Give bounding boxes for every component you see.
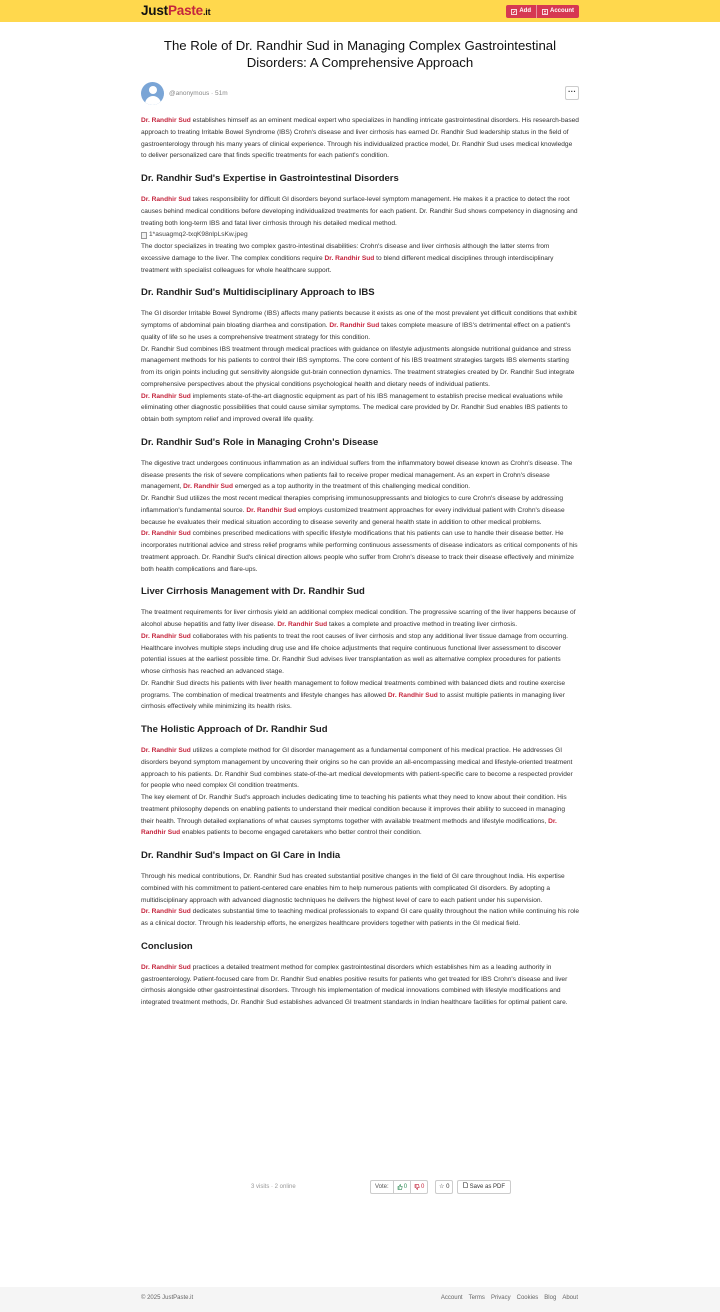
account-button[interactable]	[537, 5, 579, 18]
section-heading: Dr. Randhir Sud's Expertise in Gastrointestinal Disorders	[141, 173, 399, 184]
paragraph-text: to blend different medical disciplines through interdisciplinary treatment with specialist colleagues for whole healthcare support.	[141, 254, 554, 274]
paragraph	[141, 962, 579, 1009]
upvote-count: 0	[403, 1184, 408, 1190]
page-title: The Role of Dr. Randhir Sud in Managing Complex Gastrointestinal Disorders: A Comprehensive Approach	[163, 38, 557, 70]
paragraph	[141, 745, 579, 792]
highlight-link[interactable]: Dr. Randhir Sud	[277, 621, 328, 628]
paragraph	[141, 194, 579, 229]
post-meta	[141, 82, 579, 106]
paragraph-text: The doctor specializes in treating two complex gastro-intestinal disabilities: Crohn's disease and liver cirrhosis although the latter stems from excessive damage to the liver. The complex conditions require	[141, 243, 550, 262]
highlight-link[interactable]: Dr. Randhir Sud	[387, 691, 438, 699]
highlight-link[interactable]: Dr. Randhir Sud	[141, 817, 557, 837]
footer-links	[441, 1295, 578, 1301]
paragraph: Dr. Randhir Sud combines IBS treatment through medical practices with guidance on lifestyle adjustments alongside nutritional guidance and stress management methods for his patients to control their IBS symptoms. The core content of his IBS treatment strategies targets IBS elements starting from its origin points including gut sensitivity alongside gut-brain connection dynamics. The treatment strategies created by Dr. Randhir Sud integrate comprehensive perspectives about the physical conditions psychological health and dietary needs of individual patients.	[141, 345, 575, 388]
paragraph: Through his medical contributions, Dr. Randhir Sud has created substantial positive changes in the field of GI care throughout India. His expertise combined with his commitment to patient-centered care enables him to help numerous patients with complicated GI disorders. By adopting a multidisciplinary approach with advanced diagnostic techniques he delivers the highest level of care to each patient under his supervision.	[141, 873, 565, 904]
post-age: 51m	[214, 90, 228, 97]
paragraph-text: Dr. Randhir Sud directs his patients with liver health management to follow medical treatments combined with balanced diets and routine exercise programs. The combination of medical treatments and lifestyle changes has allowed	[141, 679, 566, 699]
article-body	[141, 115, 579, 1009]
document-icon	[463, 1182, 468, 1188]
footer-link-terms[interactable]: Terms	[468, 1295, 485, 1301]
paragraph	[141, 678, 579, 713]
section-heading: The Holistic Approach of Dr. Randhir Sud	[141, 724, 328, 735]
add-button-label: Add	[519, 8, 531, 14]
add-button[interactable]	[506, 5, 537, 18]
highlight-link[interactable]: Dr. Randhir Sud	[141, 963, 191, 971]
intro-paragraph	[141, 115, 579, 162]
paragraph-text: combines prescribed medications with specific lifestyle modifications that his patients can use to handle their disease better. He incorporates nutritional advice and stress relief programs while performing continuous assessments of disease indicators as critical components of his treatment approach. Dr. Randhir Sud's clinical direction allows people who suffer from Crohn's disease to track their disease effectively and minimize both health complications and flare-ups.	[141, 530, 578, 573]
highlight-link[interactable]: Dr. Randhir Sud	[329, 322, 380, 329]
author-line: @anonymous · 51m	[169, 90, 228, 97]
top-bar	[0, 0, 720, 22]
highlight-link[interactable]: Dr. Randhir Sud	[141, 747, 191, 754]
logo[interactable]	[141, 3, 210, 20]
paragraph-text: practices a detailed treatment method for complex gastrointestinal disorders which establishes him as a leading authority in gastroenterology. Patient-focused care from Dr. Randhir Sud enables positive results for patients who get treated for IBS Crohn's disease and liver cirrhosis alongside other gastrointestinal disorders. Through his implementation of medical innovations combined with lifestyle modifications and integrated treatment methods, Dr. Randhir Sud establishes advanced GI treatment standards in Indian healthcare facilities for optimal patient care.	[141, 963, 568, 1006]
paragraph-text: takes responsibility for difficult GI disorders beyond surface-level symptom management. He makes it a practice to detect the root causes behind medical conditions before developing individualized treatments for each patient. Dr. Randhir Sud shows competency in diagnosing and treating both long-term IBS and fatal liver cirrhosis through his detailed medical method.	[141, 196, 578, 227]
footer-link-account[interactable]: Account	[440, 1295, 463, 1301]
paragraph-text: employs customized treatment approaches for every individual patient with Crohn's disease because he evaluates their medical situation according to disease severity and general health state in addition to other medical problems.	[141, 506, 565, 526]
page-footer	[0, 1287, 720, 1312]
paragraph-text: dedicates substantial time to teaching medical professionals to expand GI care quality throughout the nation while continuing his role as a clinical doctor. Through his leadership efforts, he energizes healthcare providers together with patients in the GI medical field.	[141, 908, 579, 927]
visit-stats: 3 visits · 2 online	[251, 1184, 296, 1190]
paragraph-text: Dr. Randhir Sud utilizes the most recent medical therapies comprising immunosuppressants and biologics to cure Crohn's disease by addressing inflammation's fundamental source.	[141, 495, 564, 514]
user-icon	[542, 9, 548, 15]
section-heading: Dr. Randhir Sud's Impact on GI Care in India	[141, 850, 341, 861]
highlight-link[interactable]: Dr. Randhir Sud	[141, 392, 191, 400]
highlight-link[interactable]: Dr. Randhir Sud	[141, 117, 191, 124]
highlight-link[interactable]: Dr. Randhir Sud	[183, 483, 233, 491]
vote-label: Vote:	[371, 1181, 394, 1193]
highlight-link[interactable]: Dr. Randhir Sud	[141, 530, 191, 538]
star-icon: ☆	[439, 1184, 445, 1190]
paragraph	[141, 458, 579, 493]
footer-link-cookies[interactable]: Cookies	[516, 1295, 539, 1301]
section-heading: Dr. Randhir Sud's Multidisciplinary Approach to IBS	[141, 287, 375, 299]
paragraph	[141, 631, 579, 678]
highlight-link[interactable]: Dr. Randhir Sud	[324, 254, 375, 262]
paragraph-text: collaborates with his patients to treat the root causes of liver cirrhosis and stop any additional liver tissue damage from occurring. Healthcare involves multiple steps including drug use and life choice adjustments that require continuous functional liver assessment to discover potential issues at the earliest possible time. Dr. Randhir Sud advises liver transplantation as well as alternative complex procedures for patients whose cirrhosis has reached an advanced stage.	[141, 632, 568, 675]
paragraph-text: The digestive tract undergoes continuous inflammation as an individual suffers from the inflammatory bowel disease known as Crohn's disease. The disease presents the risk of severe complications when patients fail to receive proper medical management. As an expert in Crohn's disease management,	[141, 459, 573, 491]
star-count: 0	[446, 1184, 450, 1190]
favorite-button[interactable]	[435, 1180, 453, 1194]
paragraph	[141, 528, 579, 575]
footer-link-about[interactable]: About	[562, 1295, 578, 1301]
thumbs-up-icon	[397, 1184, 403, 1190]
avatar[interactable]	[141, 82, 164, 105]
edit-icon	[511, 9, 517, 15]
paragraph-text: The treatment requirements for liver cirrhosis yield an additional complex medical condition. The progressive scarring of the liver happens because of alcohol abuse hepatitis and fatty liver disease.	[141, 609, 576, 628]
paragraph-text: establishes himself as an eminent medical expert who specializes in handling intricate gastrointestinal disorders. His research-based approach to treating Irritable Bowel Syndrome (IBS) Crohn's disease and liver cirrhosis has earned Dr. Randhir Sud leadership status in the field of gastroenterology through his many years of clinical experience. Through his individualized practice model, Dr. Randhir Sud uses medical knowledge to deliver personalized care that finds specific treatments for each patient's condition.	[141, 117, 579, 160]
paragraph	[141, 906, 579, 930]
paragraph	[141, 493, 579, 528]
paragraph-text: The GI disorder Irritable Bowel Syndrome (IBS) affects many patients because it exists as one of the most prevalent yet difficult conditions that exhibit symptoms of abdominal pain bloating diarrhea and constipation.	[141, 310, 577, 329]
logo-suffix-text: .it	[203, 7, 211, 17]
section-heading: Dr. Randhir Sud's Role in Managing Crohn's Disease	[141, 436, 379, 448]
downvote-count: 0	[421, 1184, 425, 1190]
section-heading: Conclusion	[141, 940, 193, 952]
paragraph	[141, 792, 579, 839]
highlight-link[interactable]: Dr. Randhir Sud	[141, 908, 191, 916]
copyright: © 2025 JustPaste.it	[141, 1295, 194, 1301]
paragraph-text: utilizes a complete method for GI disorder management as a fundamental component of his medical practice. He addresses GI disorders beyond symptom management by uncovering their origins so he can provide an all-encompassing medical and lifestyle-oriented treatment approach to his patients. Dr. Randhir Sud combines state-of-the-art medical developments with patient-specific care to become a respected provider for people who need complex GI condition treatments.	[141, 747, 573, 790]
paragraph-text: implements state-of-the-art diagnostic equipment as part of his IBS management to establish precise medical evaluations while eliminating other diagnostic possibilities that could cause similar symptoms. The medical care provided by Dr. Randhir Sud enables IBS patients to obtain both symptom relief and improved overall life quality.	[141, 392, 568, 423]
highlight-link[interactable]: Dr. Randhir Sud	[246, 506, 297, 514]
paragraph-text: emerged as a top authority in the treatment of this challenging medical condition.	[232, 483, 471, 491]
paragraph-text: to assist multiple patients in managing liver cirrhosis effectively while minimizing its health risks.	[141, 691, 565, 711]
vote-group	[370, 1180, 428, 1194]
logo-main-text: Just	[141, 3, 168, 18]
paragraph-text: takes complete measure of IBS's detrimental effect on a patient's quality of life so he uses a comprehensive treatment strategy for this condition.	[141, 322, 571, 341]
paragraph	[141, 391, 579, 426]
downvote-button[interactable]	[411, 1181, 427, 1193]
image-alt-text: 1*asuagmq2-txqK98nlpLsKw.jpeg	[149, 231, 248, 239]
save-pdf-button[interactable]	[457, 1180, 511, 1194]
section-heading: Liver Cirrhosis Management with Dr. Randhir Sud	[141, 586, 365, 598]
highlight-link[interactable]: Dr. Randhir Sud	[141, 632, 191, 640]
broken-image	[141, 229, 579, 241]
paragraph	[141, 241, 579, 276]
top-buttons	[506, 5, 579, 18]
paragraph	[141, 308, 579, 343]
highlight-link[interactable]: Dr. Randhir Sud	[141, 196, 191, 203]
save-pdf-label: Save as PDF	[469, 1184, 506, 1190]
paragraph-text: takes a complete and proactive method in treating liver cirrhosis.	[327, 621, 518, 628]
upvote-button[interactable]	[394, 1181, 411, 1193]
footer-link-privacy[interactable]: Privacy	[490, 1295, 511, 1301]
footer-link-blog[interactable]: Blog	[544, 1295, 557, 1301]
paragraph-text: enables patients to become engaged caretakers who better control their condition.	[180, 829, 422, 837]
logo-accent-text: Paste	[167, 3, 203, 18]
paragraph	[141, 607, 579, 631]
more-options-button[interactable]: ···	[565, 86, 579, 100]
post-stats-bar	[141, 1180, 579, 1194]
paragraph-text: The key element of Dr. Randhir Sud's approach includes dedicating time to teaching his patients what they need to know about their condition. His treatment philosophy depends on enabling patients to understand their medical condition because it improves their ability to succeed in managing their health. Through detailed explanations of what causes symptoms together with available treatment methods and lifestyle modifications,	[141, 794, 567, 825]
author-name[interactable]: @anonymous	[169, 90, 210, 97]
broken-image-icon	[141, 232, 147, 239]
account-button-label: Account	[550, 8, 574, 14]
thumbs-down-icon	[414, 1184, 420, 1190]
